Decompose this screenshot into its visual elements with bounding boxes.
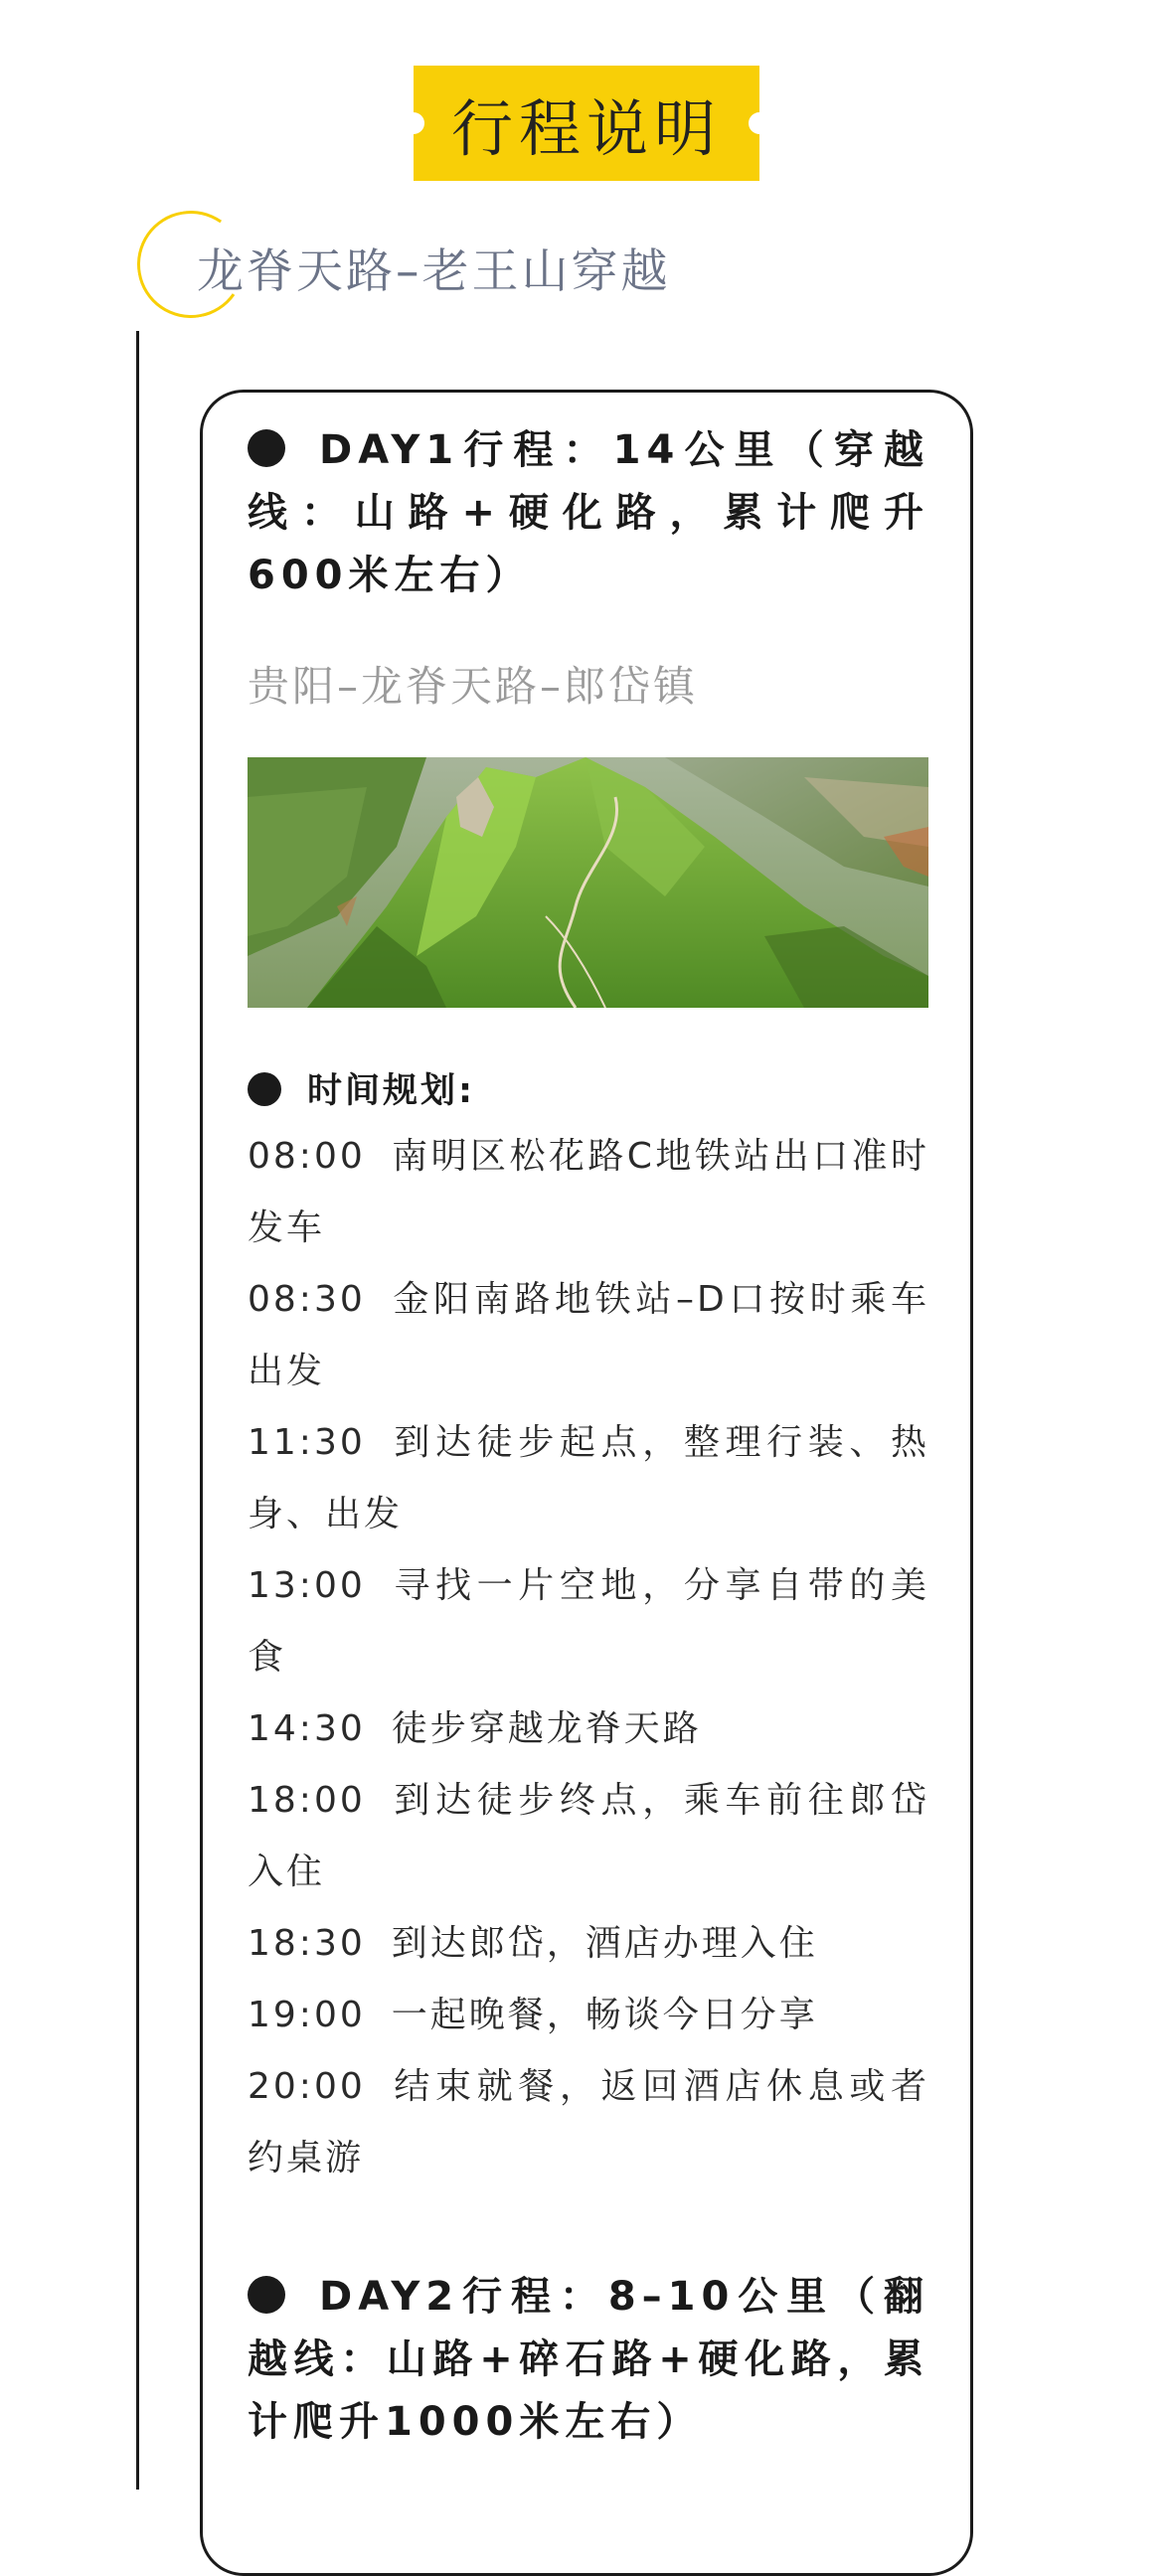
schedule-time: 11:30 — [248, 1422, 366, 1463]
list-item — [248, 1550, 929, 1693]
plan-heading-text: 时间规划: — [307, 1071, 475, 1111]
schedule-text: 结束就餐，返回酒店休息或者约桌游 — [248, 2066, 929, 2178]
schedule-text: 到达徒步起点，整理行装、热身、出发 — [248, 1422, 929, 1534]
list-item — [248, 1908, 929, 1980]
plan-heading — [248, 1063, 475, 1113]
schedule-time: 18:30 — [248, 1923, 366, 1964]
schedule-time: 20:00 — [248, 2066, 366, 2107]
schedule-list — [248, 1121, 929, 2194]
schedule-text: 金阳南路地铁站–D口按时乘车出发 — [248, 1279, 929, 1391]
schedule-time: 13:00 — [248, 1565, 366, 1606]
list-item — [248, 1121, 929, 1264]
title-banner — [414, 66, 759, 181]
day1-heading-text: DAY1行程：14公里（穿越线：山路+硬化路，累计爬升600米左右） — [248, 427, 929, 598]
day1-route: 贵阳–龙脊天路–郎岱镇 — [248, 662, 699, 711]
schedule-text: 寻找一片空地，分享自带的美食 — [248, 1565, 929, 1678]
schedule-time: 19:00 — [248, 1995, 366, 2035]
schedule-text: 到达郎岱，酒店办理入住 — [391, 1923, 818, 1964]
day1-heading — [248, 419, 929, 607]
bullet-icon — [248, 429, 285, 467]
schedule-time: 14:30 — [248, 1708, 366, 1749]
day2-heading — [248, 2266, 929, 2454]
list-item — [248, 2051, 929, 2194]
mountain-ridge-photo — [248, 757, 928, 1008]
day2-heading-text: DAY2行程：8–10公里（翻越线：山路+碎石路+硬化路，累计爬升1000米左右） — [248, 2274, 929, 2445]
page-title: 行程说明 — [450, 91, 722, 165]
bullet-icon — [248, 1072, 281, 1106]
schedule-text: 到达徒步终点，乘车前往郎岱入住 — [248, 1780, 929, 1892]
list-item — [248, 1407, 929, 1550]
list-item — [248, 1264, 929, 1407]
list-item — [248, 1980, 929, 2051]
timeline-line — [136, 331, 139, 2490]
schedule-time: 08:00 — [248, 1136, 366, 1177]
route-title: 龙脊天路–老王山穿越 — [197, 244, 671, 299]
schedule-text: 徒步穿越龙脊天路 — [391, 1708, 702, 1749]
schedule-text: 南明区松花路C地铁站出口准时发车 — [248, 1136, 929, 1248]
schedule-text: 一起晚餐，畅谈今日分享 — [391, 1995, 818, 2035]
schedule-time: 18:00 — [248, 1780, 366, 1821]
list-item — [248, 1765, 929, 1908]
schedule-time: 08:30 — [248, 1279, 366, 1320]
list-item — [248, 1693, 929, 1765]
bullet-icon — [248, 2276, 285, 2314]
